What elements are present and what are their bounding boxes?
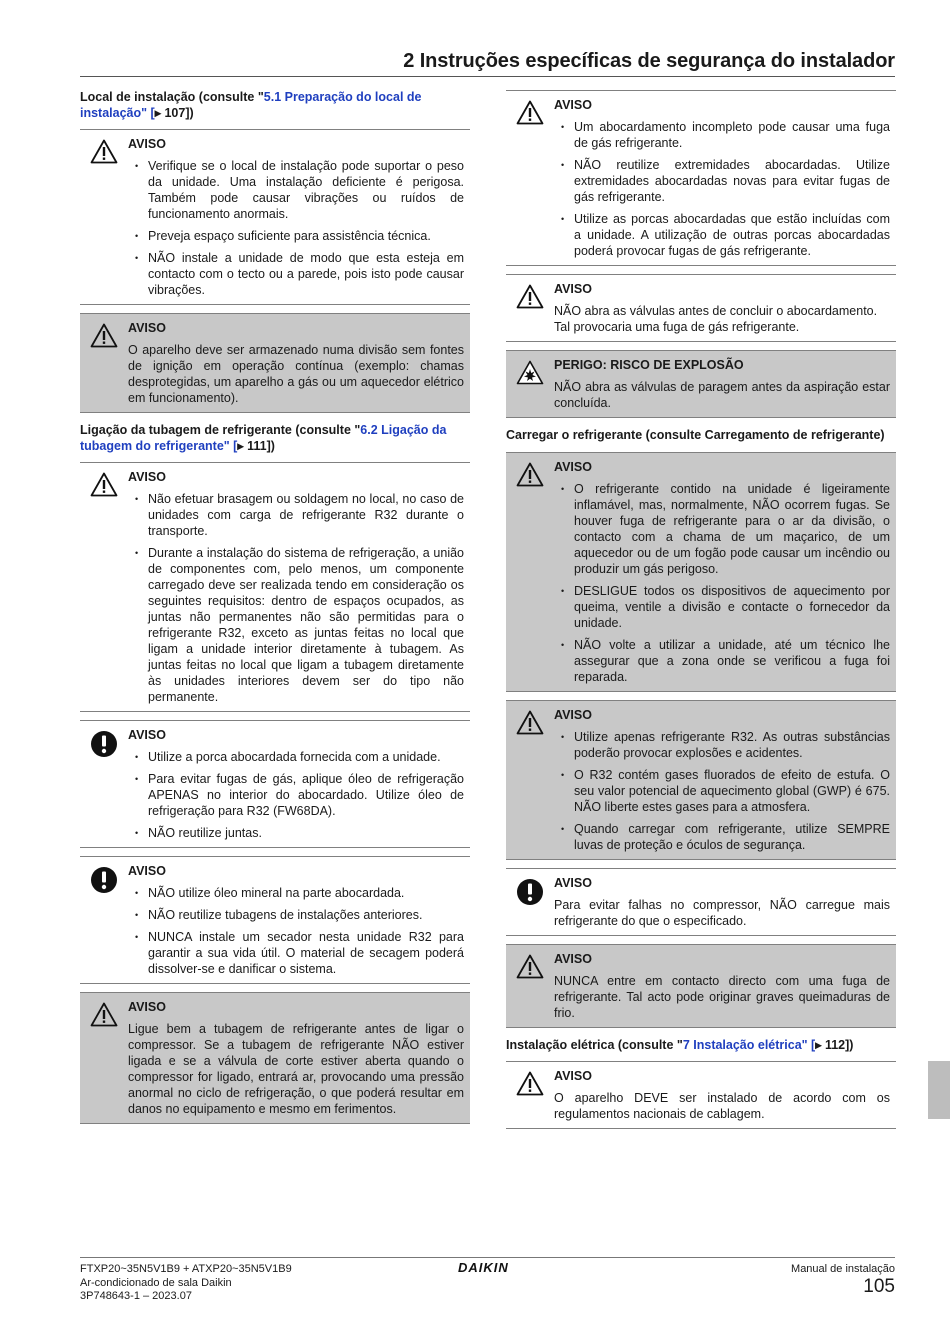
- danger-label: PERIGO: RISCO DE EXPLOSÃO: [554, 358, 744, 372]
- warning-box: [80, 129, 470, 305]
- warning-triangle-icon: [506, 459, 554, 685]
- page-ref-arrow-icon: ▸: [815, 1037, 822, 1052]
- warning-label: AVISO: [554, 951, 592, 966]
- list-item: • NUNCA instale um secador nesta unidade R32 para garantir a sua vida útil. O material de secagem poderá dissolver-se e danificar o sistema.: [128, 929, 464, 977]
- warning-box: [80, 856, 470, 984]
- warning-label: AVISO: [554, 98, 592, 112]
- warning-box-flammable: [80, 992, 470, 1124]
- warning-box: [506, 868, 896, 936]
- list-item: • Utilize as porcas abocardadas que estão incluídas com a unidade. A utilização de outras porcas abocardadas poderá provocar fugas de gás refrigerante.: [554, 211, 890, 259]
- list-item: • Quando carregar com refrigerante, utilize SEMPRE luvas de proteção e óculos de segurança.: [554, 821, 890, 853]
- warning-triangle-icon: [506, 97, 554, 259]
- list-item: • Verifique se o local de instalação pode suportar o peso da unidade. Uma instalação deficiente é perigosa. Também pode causar vibrações ou ruídos de funcionamento anormais.: [128, 158, 464, 222]
- warning-label: AVISO: [128, 1000, 166, 1014]
- list-item: • Não efetuar brasagem ou soldagem no local, no caso de unidades com carga de refrigerante R32 durante o transporte.: [128, 491, 464, 539]
- list-item: • O refrigerante contido na unidade é ligeiramente inflamável, mas, normalmente, NÃO ocorrem fugas. Se houver fuga de refrigerante para o ar da divisão, o contacto com a chama de um maçarico, de um aquecedor ou de um fogão pode causar um incêndio ou produzir um gás perigoso.: [554, 481, 890, 577]
- list-item: • NÃO reutilize tubagens de instalações anteriores.: [128, 907, 464, 923]
- warning-triangle-icon: [506, 707, 554, 853]
- warning-label: AVISO: [554, 1069, 592, 1083]
- footer-divider: [80, 1257, 895, 1258]
- warning-label: AVISO: [554, 875, 592, 890]
- warning-text: Ligue bem a tubagem de refrigerante antes de ligar o compressor. Se a tubagem de refrigerante NÃO estiver ligada e se a válvula de corte estiver aberta quando o compressor for ligado, entrará ar, provocando uma pressão anormal no ciclo de refrigeração, o que poderá resultar em danos no equipamento e mesmo em ferimentos.: [128, 1022, 464, 1116]
- warning-label: AVISO: [128, 864, 166, 878]
- warning-box-flammable: [506, 452, 896, 692]
- mandatory-exclamation-icon: [80, 863, 128, 977]
- right-column: [506, 90, 896, 1137]
- list-item: • NÃO utilize óleo mineral na parte abocardada.: [128, 885, 464, 901]
- list-item: • O R32 contém gases fluorados de efeito de estufa. O seu valor potencial de aquecimento global (GWP) é 675. NÃO liberte estes gases para a atmosfera.: [554, 767, 890, 815]
- warning-box: [80, 462, 470, 712]
- list-item: • NÃO reutilize extremidades abocardadas. Utilize extremidades abocardadas novas para evitar fugas de gás refrigerante.: [554, 157, 890, 205]
- danger-text: NÃO abra as válvulas de paragem antes da aspiração estar concluída.: [554, 380, 890, 410]
- warning-box-flammable: [506, 944, 896, 1028]
- footer-docref: 3P748643-1 – 2023.07: [80, 1290, 192, 1302]
- warning-label: AVISO: [554, 459, 592, 474]
- page-title: 2 Instruções específicas de segurança do instalador: [403, 50, 895, 72]
- warning-triangle-icon: [80, 469, 128, 705]
- section-heading-refrigerant-piping: Ligação da tubagem de refrigerante (consulte "6.2 Ligação da tubagem do refrigerante" [▸ 111]): [80, 423, 447, 453]
- list-item: • DESLIGUE todos os dispositivos de aquecimento por queima, ventile a divisão e contacte o fornecedor da unidade.: [554, 583, 890, 631]
- warning-triangle-icon: [506, 281, 554, 335]
- footer-manual-title: Manual de instalação: [791, 1263, 895, 1275]
- warning-label: AVISO: [128, 470, 166, 484]
- section-heading-install-location: Local de instalação (consulte "5.1 Preparação do local de instalação" [▸ 107]): [80, 90, 422, 120]
- warning-text: NUNCA entre em contacto directo com uma fuga de refrigerante. Tal acto pode originar graves queimaduras de frio.: [554, 973, 890, 1020]
- warning-triangle-icon: [506, 951, 554, 1021]
- warning-text: Para evitar falhas no compressor, NÃO carregue mais refrigerante do que o especificado.: [554, 897, 890, 928]
- list-item: • NÃO reutilize juntas.: [128, 825, 464, 841]
- list-item: • NÃO instale a unidade de modo que esta esteja em contacto com o tecto ou a parede, pois isto pode causar vibrações.: [128, 250, 464, 298]
- list-item: • Para evitar fugas de gás, aplique óleo de refrigeração APENAS no interior do abocardado. Utilize óleo de refrigeração para R32 (FW68DA).: [128, 771, 464, 819]
- warning-box-flammable: [80, 313, 470, 413]
- warning-box: [80, 720, 470, 848]
- warning-box: [506, 1061, 896, 1129]
- footer-model: FTXP20~35N5V1B9 + ATXP20~35N5V1B9: [80, 1263, 292, 1275]
- chapter-side-tab: [928, 1061, 950, 1119]
- footer-document-info: [80, 1263, 292, 1304]
- list-item: • Durante a instalação do sistema de refrigeração, a união de componentes com, pelo menos, um componente carregado deve ser realizada tendo em consideração os seguintes requisitos: dentro de espaços ocupados, as juntas não permanentes não são permitidas para o refrigerante R32, exceto as juntas feitas no local que ligam a unidade interior diretamente à tubagem. As juntas feitas no local que ligam a tubagem diretamente às unidades interiores devem ser do tipo não permanente.: [128, 545, 464, 705]
- daikin-logo: DAIKIN: [458, 1260, 509, 1275]
- warning-text: O aparelho DEVE ser instalado de acordo com os regulamentos nacionais de cablagem.: [554, 1091, 890, 1121]
- page-ref-arrow-icon: ▸: [237, 438, 244, 453]
- section-heading-electrical: Instalação elétrica (consulte "7 Instalação elétrica" [▸ 112]): [506, 1037, 854, 1052]
- warning-text: O aparelho deve ser armazenado numa divisão sem fontes de ignição em operação contínua (exemplo: chamas desprotegidas, um aparelho a gás ou um aquecedor elétrico em funcionamento).: [128, 343, 464, 405]
- warning-box-flammable: [506, 700, 896, 860]
- left-column: [80, 90, 470, 1132]
- mandatory-exclamation-icon: [80, 727, 128, 841]
- warning-triangle-icon: [80, 999, 128, 1117]
- section-heading-charging-refrigerant: Carregar o refrigerante (consulte Carregamento de refrigerante): [506, 428, 885, 442]
- explosion-hazard-icon: [506, 357, 554, 411]
- footer-product: Ar-condicionado de sala Daikin: [80, 1276, 232, 1289]
- warning-triangle-icon: [80, 136, 128, 298]
- title-divider: [80, 76, 895, 77]
- page-ref-arrow-icon: ▸: [154, 105, 161, 120]
- list-item: • Um abocardamento incompleto pode causar uma fuga de gás refrigerante.: [554, 119, 890, 151]
- mandatory-exclamation-icon: [506, 875, 554, 929]
- warning-box: [506, 90, 896, 266]
- warning-label: AVISO: [128, 321, 166, 335]
- warning-box: [506, 274, 896, 342]
- warning-triangle-icon: [506, 1068, 554, 1122]
- warning-label: AVISO: [554, 282, 592, 296]
- xref-link-5-1[interactable]: 5.1 Preparação do local de instalação: [80, 90, 422, 120]
- warning-text: NÃO abra as válvulas antes de concluir o abocardamento. Tal provocaria uma fuga de gás refrigerante.: [554, 304, 878, 334]
- warning-label: AVISO: [128, 137, 166, 151]
- list-item: • Utilize apenas refrigerante R32. As outras substâncias poderão provocar explosões e acidentes.: [554, 729, 890, 761]
- warning-label: AVISO: [128, 728, 166, 742]
- list-item: • Preveja espaço suficiente para assistência técnica.: [128, 228, 464, 244]
- warning-triangle-icon: [80, 320, 128, 406]
- warning-label: AVISO: [554, 707, 592, 722]
- xref-link-7[interactable]: 7 Instalação elétrica: [682, 1037, 802, 1052]
- xref-link-6-2[interactable]: 6.2 Ligação da tubagem do refrigerante: [80, 423, 447, 453]
- danger-box-explosion: [506, 350, 896, 418]
- list-item: • Utilize a porca abocardada fornecida com a unidade.: [128, 749, 464, 765]
- list-item: • NÃO volte a utilizar a unidade, até um técnico lhe assegurar que a zona onde se verificou a fuga foi reparada.: [554, 637, 890, 685]
- page-number: 105: [863, 1276, 895, 1297]
